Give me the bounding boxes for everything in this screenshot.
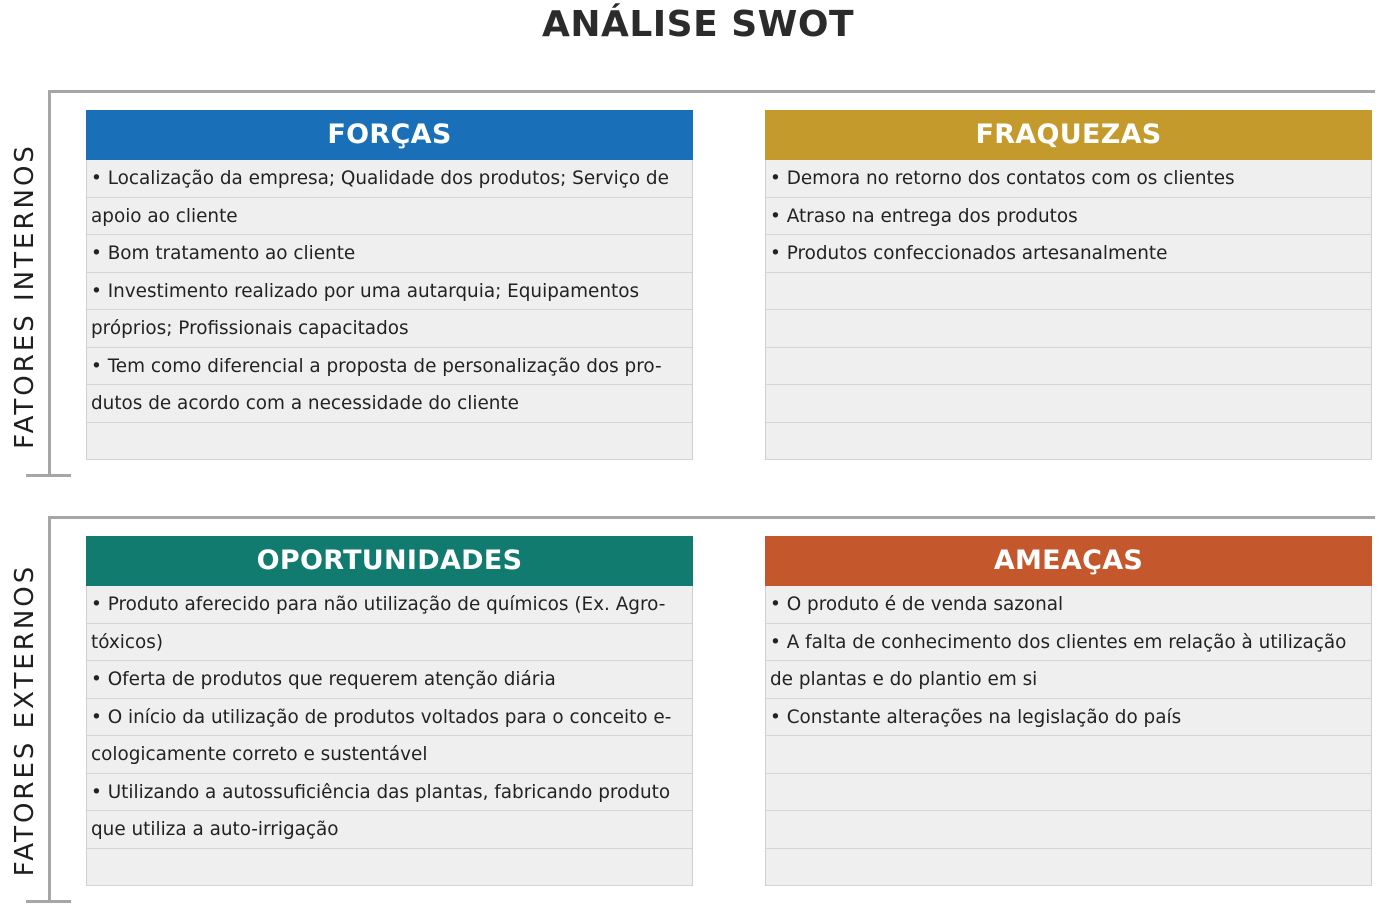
external-factors-bracket-foot: [26, 900, 71, 903]
threats-row: [766, 774, 1371, 812]
external-factors-label: FATORES EXTERNOS: [10, 563, 40, 877]
weaknesses-header: FRAQUEZAS: [765, 110, 1372, 160]
opportunities-quadrant: [86, 536, 693, 886]
weaknesses-row: [766, 310, 1371, 348]
internal-factors-bracket-foot: [26, 474, 71, 477]
strengths-row: [87, 423, 692, 461]
threats-header: AMEAÇAS: [765, 536, 1372, 586]
opportunities-row: • Utilizando a autossuficiência das plantas, fabricando produto: [87, 774, 692, 812]
weaknesses-row: [766, 348, 1371, 386]
internal-factors-label: FATORES INTERNOS: [10, 143, 40, 449]
opportunities-row: cologicamente correto e sustentável: [87, 736, 692, 774]
weaknesses-quadrant: [765, 110, 1372, 460]
strengths-row: dutos de acordo com a necessidade do cliente: [87, 385, 692, 423]
strengths-row: apoio ao cliente: [87, 198, 692, 236]
strengths-row: • Bom tratamento ao cliente: [87, 235, 692, 273]
threats-row: [766, 736, 1371, 774]
page-title: ANÁLISE SWOT: [541, 4, 855, 45]
opportunities-row: tóxicos): [87, 624, 692, 662]
threats-row: [766, 811, 1371, 849]
threats-row: • A falta de conhecimento dos clientes em relação à utilização: [766, 624, 1371, 662]
threats-row: • Constante alterações na legislação do país: [766, 699, 1371, 737]
threats-row: • O produto é de venda sazonal: [766, 586, 1371, 624]
strengths-row: • Tem como diferencial a proposta de personalização dos pro-: [87, 348, 692, 386]
weaknesses-row: [766, 423, 1371, 461]
strengths-rows: [86, 160, 693, 460]
weaknesses-rows: [765, 160, 1372, 460]
threats-row: de plantas e do plantio em si: [766, 661, 1371, 699]
strengths-row: • Localização da empresa; Qualidade dos produtos; Serviço de: [87, 160, 692, 198]
strengths-quadrant: [86, 110, 693, 460]
opportunities-row: que utiliza a auto-irrigação: [87, 811, 692, 849]
opportunities-row: • O início da utilização de produtos voltados para o conceito e-: [87, 699, 692, 737]
threats-rows: [765, 586, 1372, 886]
opportunities-row: [87, 849, 692, 887]
strengths-row: próprios; Profissionais capacitados: [87, 310, 692, 348]
threats-row: [766, 849, 1371, 887]
strengths-row: • Investimento realizado por uma autarquia; Equipamentos: [87, 273, 692, 311]
threats-quadrant: [765, 536, 1372, 886]
opportunities-row: • Produto aferecido para não utilização de químicos (Ex. Agro-: [87, 586, 692, 624]
weaknesses-row: • Atraso na entrega dos produtos: [766, 198, 1371, 236]
opportunities-header: OPORTUNIDADES: [86, 536, 693, 586]
strengths-header: FORÇAS: [86, 110, 693, 160]
weaknesses-row: [766, 385, 1371, 423]
opportunities-rows: [86, 586, 693, 886]
weaknesses-row: • Produtos confeccionados artesanalmente: [766, 235, 1371, 273]
opportunities-row: • Oferta de produtos que requerem atenção diária: [87, 661, 692, 699]
weaknesses-row: • Demora no retorno dos contatos com os clientes: [766, 160, 1371, 198]
weaknesses-row: [766, 273, 1371, 311]
